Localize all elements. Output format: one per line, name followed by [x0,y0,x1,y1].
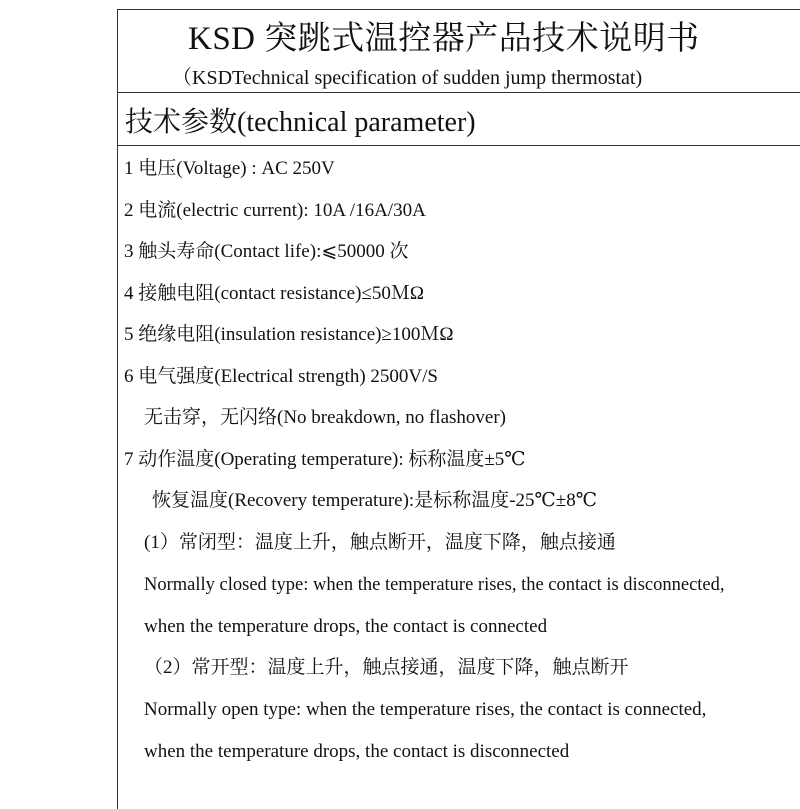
spec-normally-closed-en-1: Normally closed type: when the temperature rises, the contact is disconnected, [144,575,725,595]
spec-normally-closed-en-2: when the temperature drops, the contact is connected [144,616,548,637]
spec-contact-life: 3 触头寿命(Contact life):⩽50000 次 [124,241,409,262]
spec-operating-temperature: 7 动作温度(Operating temperature): 标称温度±5℃ [124,449,526,470]
spec-contact-resistance: 4 接触电阻(contact resistance)≤50ＭΩ [124,283,424,304]
spec-voltage: 1 电压(Voltage) : AC 250V [124,158,335,179]
spec-insulation-resistance: 5 绝缘电阻(insulation resistance)≥100ＭΩ [124,324,454,345]
spec-electrical-strength: 6 电气强度(Electrical strength) 2500V/S [124,366,438,387]
spec-normally-open-cn: （2）常开型：温度上升，触点接通，温度下降，触点断开 [144,657,629,678]
spec-normally-open-en-2: when the temperature drops, the contact is disconnected [144,741,570,762]
spec-no-breakdown: 无击穿，无闪络(No breakdown, no flashover) [144,407,506,428]
section-heading: 技术参数(technical parameter) [125,107,476,138]
document-title: KSD 突跳式温控器产品技术说明书 [188,21,700,57]
spec-normally-closed-cn: (1）常闭型：温度上升，触点断开，温度下降，触点接通 [144,532,616,553]
spec-normally-open-en-1: Normally open type: when the temperature rises, the contact is connected, [144,699,707,720]
spec-recovery-temperature: 恢复温度(Recovery temperature):是标称温度-25℃±8℃ [152,490,597,511]
spec-current: 2 电流(electric current): 10A /16A/30A [124,200,426,221]
document-subtitle: （KSDTechnical specification of sudden jump thermostat) [172,67,643,89]
